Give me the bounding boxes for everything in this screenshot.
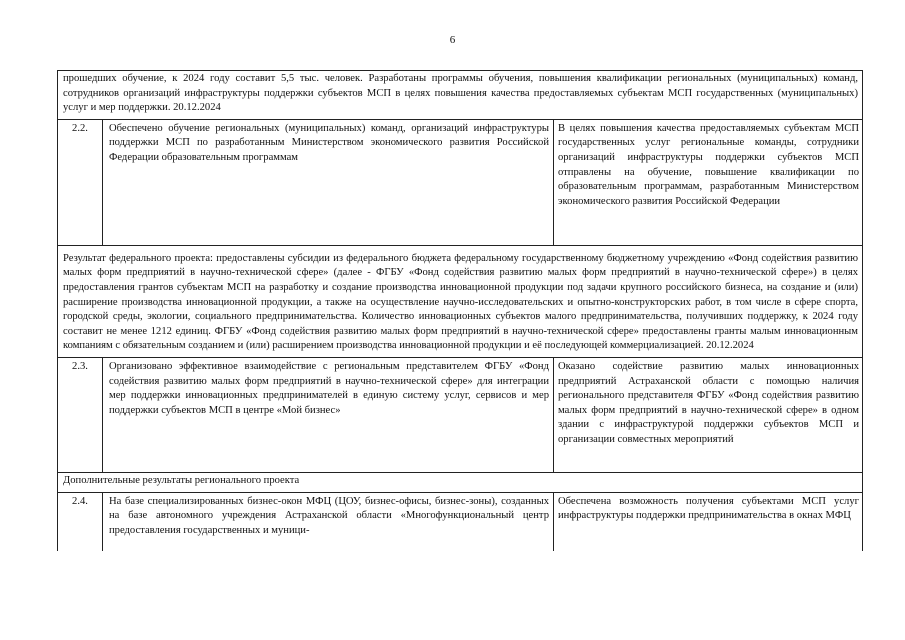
row-number: 2.4. [58, 493, 103, 551]
event-description: На базе специализированных бизнес-окон МФЦ (ЦОУ, бизнес-офисы, бизнес-зоны), созданных на базе автономного учреждения Астраханской области «Многофункциональный центр предоставления государственных и муници- [103, 493, 554, 551]
table-row [58, 492, 862, 551]
table-row [58, 357, 862, 472]
page-number: 6 [449, 34, 456, 46]
result-text-row [58, 70, 862, 119]
result-text: прошедших обучение, к 2024 году составит 5,5 тыс. человек. Разработаны программы обучения, повышения квалификации региональных (муниципальных) команд, сотрудников организаций инфраструктуры поддержки субъектов МСП в целях повышения качества предоставляемых субъектам МСП государственных (муниципальных) услуг и мер поддержки. 20.12.2024 [63, 73, 858, 114]
event-result: Обеспечена возможность получения субъектами МСП услуг инфраструктуры поддержки предпринимательства в окнах МФЦ [558, 495, 859, 522]
event-result: В целях повышения качества предоставляемых субъектам МСП государственных услуг региональные команды, сотрудники организаций инфраструктуры поддержки субъектов МСП отправлены на обучение, повышение квалификации по образовательным программам, разработанным Министерством экономического развития Российской Федерации [558, 122, 859, 207]
event-description: Обеспечено обучение региональных (муниципальных) команд, организаций инфраструктуры поддержки МСП по разработанным Министерством экономического развития Российской Федерации образовательным программам [103, 120, 554, 245]
table-row [58, 119, 862, 245]
federal-result-text: Результат федерального проекта: предоставлены субсидии из федерального бюджета федеральному государственному бюджетному учреждению «Фонд содействия развитию малых форм предприятий в научно-технической сфере» (далее - ФГБУ «Фонд содействия развитию малых форм предприятий в научно-технической сфере») в целях предоставления грантов субъектам МСП на разработку и создание производства инновационной продукции под задачи крупного российского бизнеса, на создание и (или) расширение производства инновационной продукции, а также на осуществление научно-исследовательских и опытно-конструкторских работ, в том числе в сфере спорта, городской среды, экологии, социального предпринимательства. Количество инновационных субъектов малого предпринимательства, получивших поддержку, к 2024 году составит не менее 1212 единиц. ФГБУ «Фонд содействия развитию малых форм предприятий в научно-технической сфере» предоставлены гранты малым инновационным компаниям с обязательным созданием и (или) расширением производства инновационной продукции и её последующей коммерциализацией. 20.12.2024 [63, 252, 858, 352]
row-number: 2.2. [58, 120, 103, 245]
section-header: Дополнительные результаты регионального проекта [63, 474, 300, 486]
section-header-row [58, 472, 862, 492]
federal-result-row [58, 245, 862, 357]
row-number: 2.3. [58, 358, 103, 472]
event-result: Оказано содействие развитию малых инновационных предприятий Астраханской области с помощью наличия регионального представителя ФГБУ «Фонд содействия развитию малых форм предприятий в научно-технической сфере» в одном здании с инфраструктурой поддержки субъектов МСП и организации совместных мероприятий [558, 360, 859, 445]
event-description: Организовано эффективное взаимодействие с региональным представителем ФГБУ «Фонд содействия развитию малых форм предприятий в научно-технической сфере» для интеграции мер поддержки инновационных предпринимателей в единую систему услуг, сервисов и мер поддержки субъектов МСП в центре «Мой бизнес» [103, 358, 554, 472]
results-table [57, 70, 863, 551]
